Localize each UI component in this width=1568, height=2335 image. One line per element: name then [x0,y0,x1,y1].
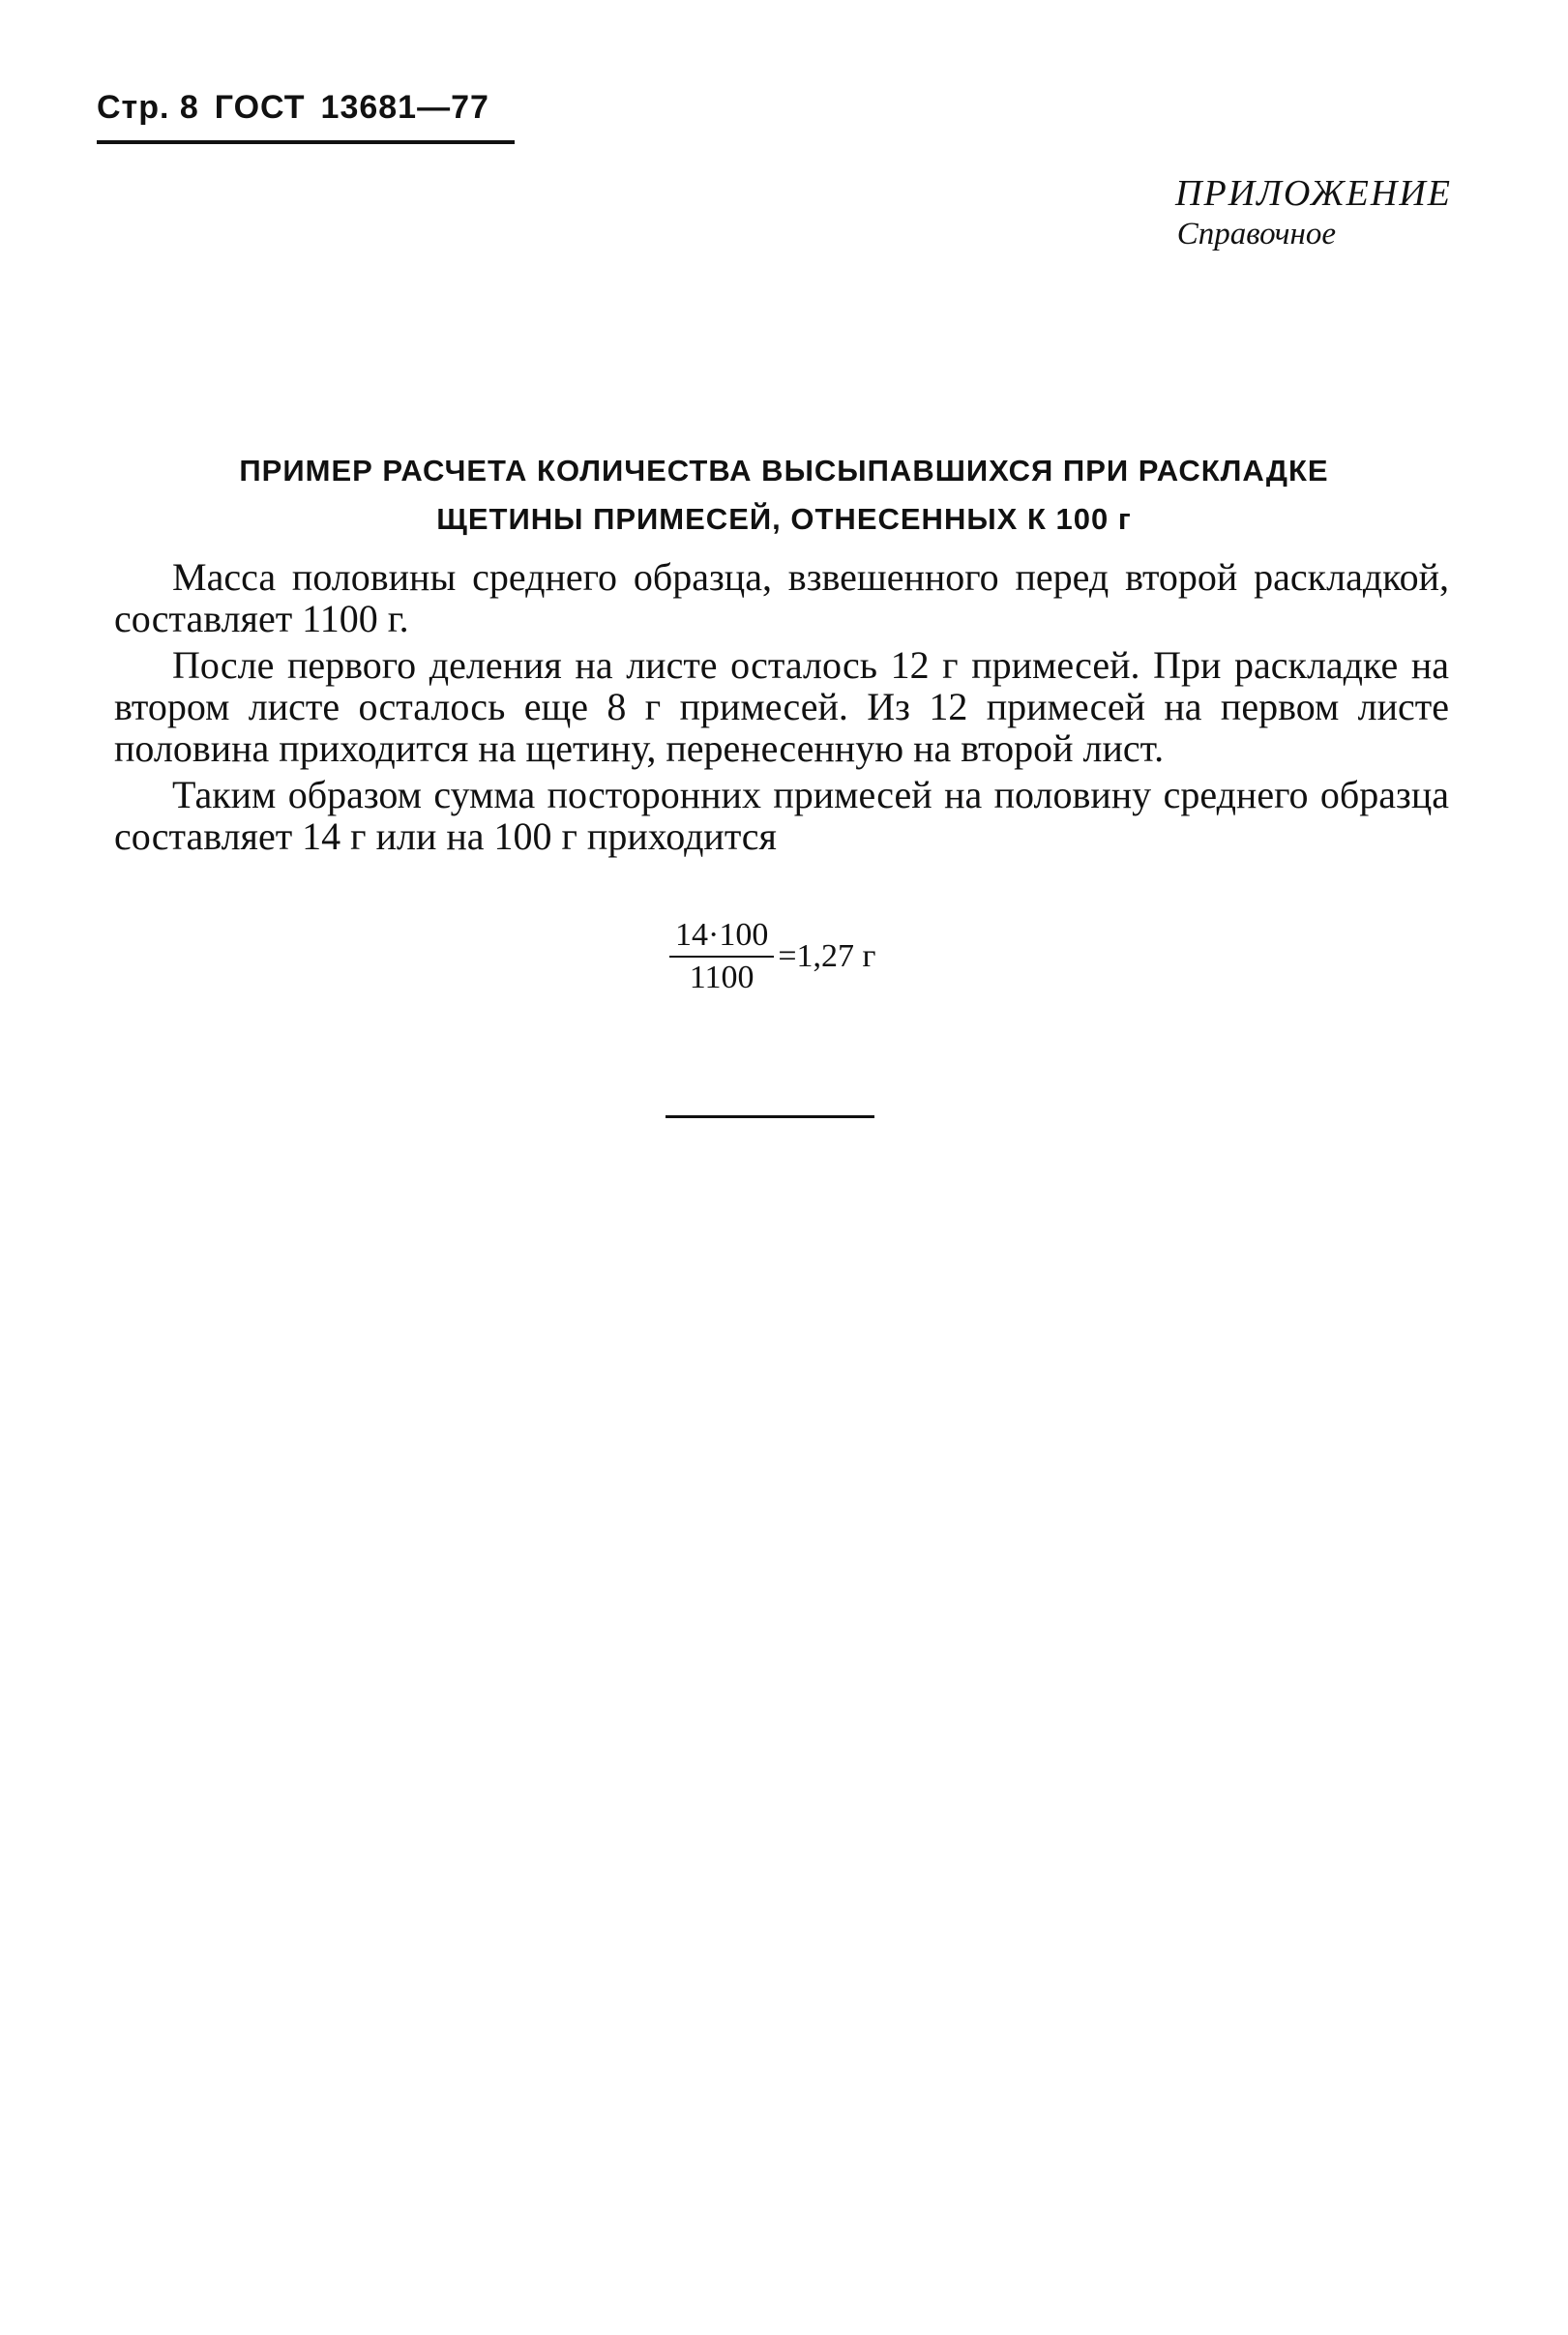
formula-result: =1,27 г [778,938,876,974]
paragraph-sum: Таким образом сумма посторонних примесей на половину среднего образца составляет 14 г или на 100 г приходится [114,773,1449,858]
closing-rule [666,1115,874,1118]
paragraph-mass: Масса половины среднего образца, взвешенного перед второй раскладкой, составляет 1100 г. [114,555,1449,640]
appendix-subtitle: Справочное [1176,217,1336,251]
appendix-title: ПРИЛОЖЕНИЕ [1175,173,1452,214]
standard-number: 13681—77 [320,89,489,126]
page-header [97,89,489,127]
appendix-block [1175,172,1452,253]
page-number: Стр. 8 [97,89,199,126]
paragraph-division: После первого деления на листе осталось 12 г примесей. При раскладке на втором листе осталось еще 8 г примесей. Из 12 примесей на первом листе половина приходится на щетину, перенесенную на второй лист. [114,643,1449,770]
formula-fraction [669,917,774,996]
formula-numerator: 14·100 [669,917,774,958]
calculation-formula [669,917,875,996]
title-line-1: ПРИМЕР РАСЧЕТА КОЛИЧЕСТВА ВЫСЫПАВШИХСЯ ПРИ РАСКЛАДКЕ [239,454,1329,488]
body-text [114,556,1449,862]
header-underline [97,140,515,144]
standard-label: ГОСТ [214,89,306,126]
title-line-2: ЩЕТИНЫ ПРИМЕСЕЙ, ОТНЕСЕННЫХ К 100 г [436,502,1132,536]
formula-denominator: 1100 [689,960,754,995]
document-title [97,447,1471,544]
